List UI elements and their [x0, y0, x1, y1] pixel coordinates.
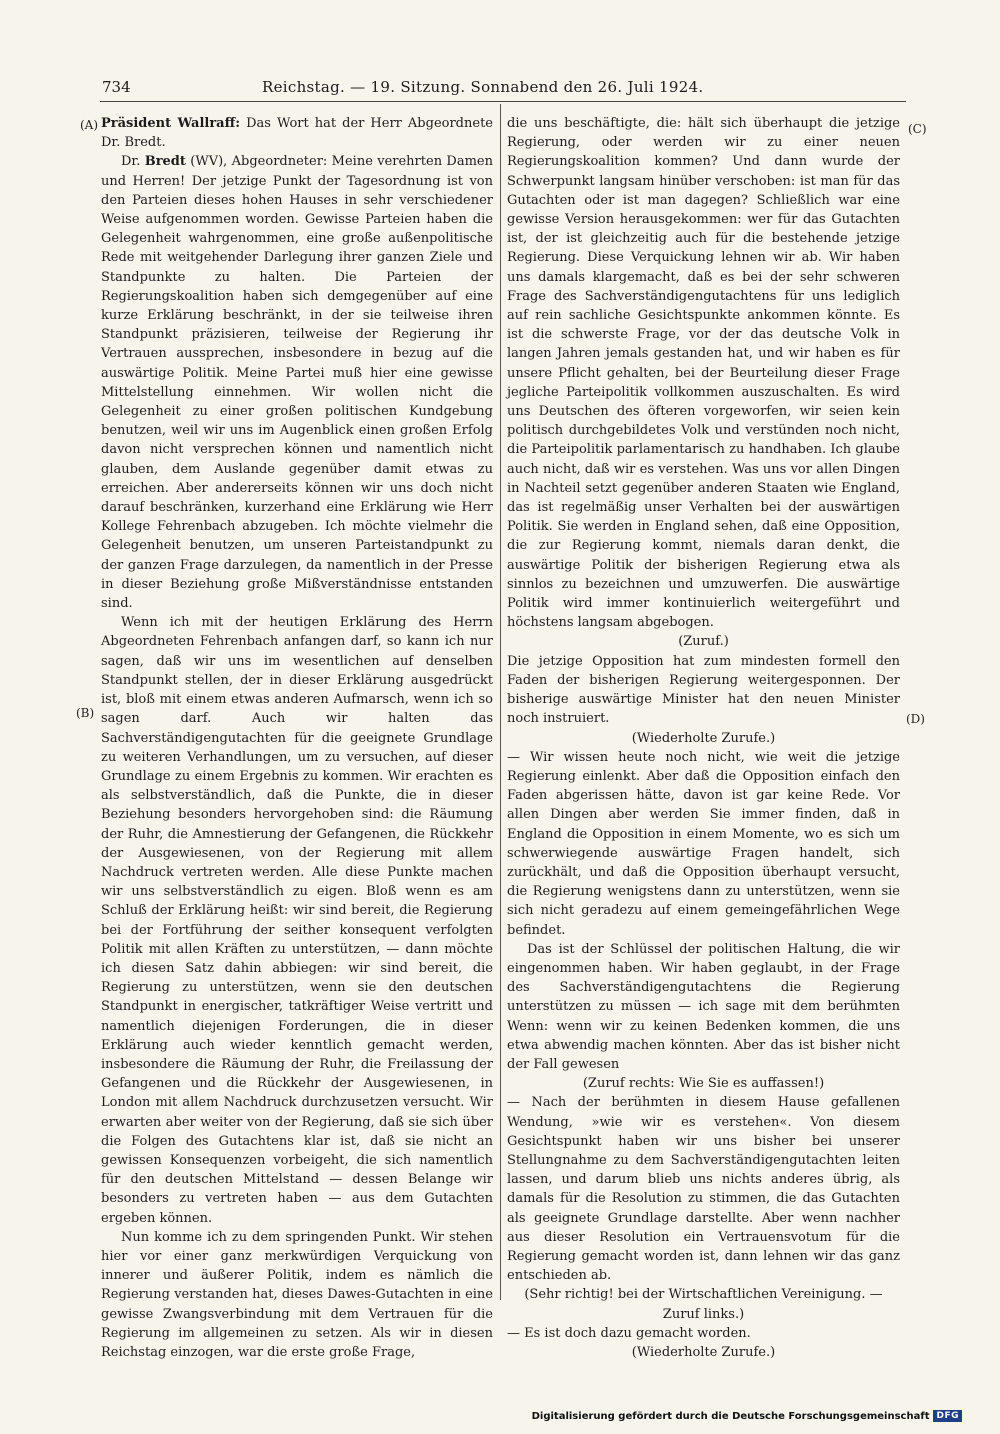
president-text: Das Wort hat der Herr Abgeordnete Dr. Bredt. [101, 116, 493, 151]
paragraph-r4: Das ist der Schlüssel der politischen Haltung, die wir eingenommen haben. Wir haben geglaubt, in der Frage des Sachverständigengutachtens die Regierung unterstützen zu müssen — ich sage mit dem berühmten Wenn: wenn wir zu keinen Bedenken kommen, die uns etwa abwendig machen könnten. Aber das ist bisher nicht der Fall gewesen [507, 941, 900, 1072]
paragraph-r6: — Es ist doch dazu gemacht worden. [507, 1325, 751, 1341]
interjection-3: (Zuruf rechts: Wie Sie es auffassen!) [582, 1076, 825, 1092]
dfg-logo: DFG [933, 1410, 962, 1422]
speaker-president: Präsident Wallraff: [101, 116, 241, 131]
digitization-footer [532, 1410, 962, 1422]
footer-text: Digitalisierung gefördert durch die Deutsche Forschungsgemeinschaft [531, 1410, 930, 1422]
paragraph-bredt-2: Wenn ich mit der heutigen Erklärung des Herrn Abgeordneten Fehrenbach anfangen darf, so kann ich nur sagen, daß wir uns im wesentlichen auf denselben Standpunkt stellen, der in dieser Erklärung ausgedrückt ist, bloß mit einem etwas anderen Aufmarsch, wenn ich so sagen darf. Auch wir halten das Sachverständigengutachten für die geeignete Grundlage zu weiteren Verhandlungen, um zu versuchen, auf dieser Grundlage zu einem Ergebnis zu kommen. Wir erachten es als selbstverständlich, daß die Punkte, die in dieser Beziehung besonders hervorgehoben sind: die Räumung der Ruhr, die Amnestierung der Gefangenen, die Rückkehr der Ausgewiesenen, von der Regierung mit allem Nachdruck vertreten werden. Alle diese Punkte machen wir uns selbstverständlich zu eigen. Bloß wenn es am Schluß der Erklärung heißt: wir sind bereit, die Regierung bei der Fortführung der seither konsequent verfolgten Politik mit allen Kräften zu unterstützen, — dann möchte ich diesen Satz dahin abbiegen: wir sind bereit, die Regierung zu unterstützen, wenn sie den deutschen Standpunkt in energischer, tatkräftiger Weise vertritt und namentlich diejenigen Forderungen, die in dieser Erklärung auch wieder kenntlich gemacht werden, insbesondere die Räumung der Ruhr, die Freilassung der Gefangenen und die Rückkehr der Ausgewiesenen, in London mit allem Nachdruck durchzusetzen versucht. Wir erwarten aber weiter von der Regierung, daß sie sich über die Folgen des Gutachtens klar ist, daß sie nicht an gewissen Konsequenzen vorbeigeht, die sich namentlich für den deutschen Mittelstand — dessen Belange wir besonders zu vertreten haben — aus dem Gutachten ergeben können. [101, 615, 493, 1226]
paragraph-r3: — Wir wissen heute noch nicht, wie weit die jetzige Regierung einlenkt. Aber daß die Opposition einfach den Faden abgerissen hätte, davon ist gar keine Rede. Vor allen Dingen aber werden Sie immer finden, daß in England die Opposition in einem Momente, wo es sich um schwerwiegende auswärtige Fragen handelt, sich zurückhält, und daß die Opposition überhaupt versucht, die Regierung wenigstens dann zu unterstützen, wenn sie sich nicht geradezu auf einem gemeingefährlichen Wege befindet. [507, 749, 900, 938]
bredt-text-1: (WV), Abgeordneter: Meine verehrten Damen und Herren! Der jetzige Punkt der Tagesordnung ist von den Parteien dieses hohen Hauses in sehr verschiedener Weise aufgenommen worden. Gewisse Parteien haben die Gelegenheit wahrgenommen, eine große außenpolitische Rede mit weitgehender Darlegung ihrer ganzen Ziele und Standpunkte zu halten. Die Parteien der Regierungskoalition haben sich demgegenüber auf eine kurze Erklärung beschränkt, in der sie teilweise ihren Standpunkt präzisieren, teilweise der Regierung ihr Vertrauen aussprechen, insbesondere in bezug auf die auswärtige Politik. Meine Partei muß hier eine gewisse Mittelstellung einnehmen. Wir wollen nicht die Gelegenheit zu einer großen politischen Kundgebung benutzen, weil wir uns im Augenblick einen großen Erfolg davon nicht versprechen können und namentlich nicht glauben, dem Auslande gegenüber damit etwas zu erreichen. Aber andererseits können wir uns doch nicht darauf beschränken, kurzerhand eine Erklärung wie Herr Kollege Fehrenbach abzugeben. Ich möchte vielmehr die Gelegenheit benutzen, um unseren Parteistandpunkt zu der ganzen Frage darzulegen, da namentlich in der Presse in dieser Beziehung große Mißverständnisse entstanden sind. [101, 154, 493, 612]
interjection-4: (Sehr richtig! bei der Wirtschaftlichen Vereinigung. — Zuruf links.) [524, 1287, 883, 1322]
header-rule [100, 101, 906, 102]
interjection-1: (Zuruf.) [678, 634, 729, 650]
paragraph-president [101, 114, 493, 152]
paragraph-bredt-1 [101, 152, 493, 613]
margin-mark-c: (C) [908, 122, 927, 136]
speaker-title: Dr. [121, 154, 145, 170]
paragraph-r5: — Nach der berühmten in diesem Hause gefallenen Wendung, »wie wir es verstehen«. Von diesem Gesichtspunkt haben wir uns bisher bei unserer Stellungnahme zu dem Sachverständigengutachten leiten lassen, und darum blieb uns nichts anderes übrig, als damals für die Resolution zu stimmen, die das Gutachten als geeignete Grundlage darstellte. Aber wenn nachher aus dieser Resolution ein Vertrauensvotum für die Regierung gemacht worden ist, dann lehnen wir das ganz entschieden ab. [507, 1095, 900, 1284]
left-column [101, 114, 493, 1362]
paragraph-r1: die uns beschäftigte, die: hält sich überhaupt die jetzige Regierung, oder werden wir zu einer neuen Regierungskoalition kommen? Und dann wurde der Schwerpunkt langsam hinüber verschoben: ist man für das Gutachten oder ist man dagegen? Schließlich war eine gewisse Version herausgekommen: wer für das Gutachten ist, der ist gleichzeitig auch für die bestehende jetzige Regierung. Diese Verquickung lehnen wir ab. Wir haben uns damals klargemacht, daß es bei der sehr schweren Frage des Sachverständigengutachtens für uns lediglich auf rein sachliche Gesichtspunkte ankommen könnte. Es ist die schwerste Frage, vor der das deutsche Volk in langen Jahren jemals gestanden hat, und wir haben es für unsere Pflicht gehalten, bei der Beurteilung dieser Frage jegliche Parteipolitik vollkommen auszuschalten. Es wird uns Deutschen des öfteren vorgeworfen, wir seien kein politisch durchgebildetes Volk und verstünden noch nicht, die Parteipolitik parlamentarisch zu handhaben. Ich glaube auch nicht, daß wir es verstehen. Was uns vor allen Dingen in Nachteil setzt gegenüber anderen Staaten wie England, das ist regelmäßig unser Verhalten bei der auswärtigen Politik. Sie werden in England sehen, daß eine Opposition, die zur Regierung kommt, niemals daran denkt, die auswärtige Politik der bisherigen Regierung etwa als sinnlos zu bezeichnen und umzuwerfen. Die auswärtige Politik wird immer kontinuierlich weitergeführt und höchstens langsam abgebogen. [507, 116, 900, 631]
interjection-2: (Wiederholte Zurufe.) [631, 730, 776, 746]
margin-mark-b: (B) [76, 706, 95, 720]
speaker-bredt: Bredt [144, 154, 186, 170]
right-column [507, 114, 900, 1362]
running-title: Reichstag. — 19. Sitzung. Sonnabend den 26. Juli 1924. [262, 78, 704, 96]
page-number: 734 [102, 78, 131, 96]
margin-mark-d: (D) [906, 712, 925, 726]
interjection-5: (Wiederholte Zurufe.) [631, 1345, 776, 1360]
paragraph-r2: Die jetzige Opposition hat zum mindesten formell den Faden der bisherigen Regierung weitergesponnen. Der bisherige auswärtige Minister hat den neuen Minister noch instruiert. [507, 653, 900, 727]
column-divider [500, 104, 501, 1300]
margin-mark-a: (A) [80, 118, 99, 132]
paragraph-bredt-3: Nun komme ich zu dem springenden Punkt. Wir stehen hier vor einer ganz merkwürdigen Verquickung von innerer und äußerer Politik, indem es nämlich die Regierung verstanden hat, dieses Dawes-Gutachten in eine gewisse Zwangsverbindung mit dem Vertrauen für die Regierung im allgemeinen zu setzen. Als wir in diesen Reichstag einzogen, war die erste große Frage, [101, 1229, 493, 1360]
page-header [102, 76, 902, 98]
